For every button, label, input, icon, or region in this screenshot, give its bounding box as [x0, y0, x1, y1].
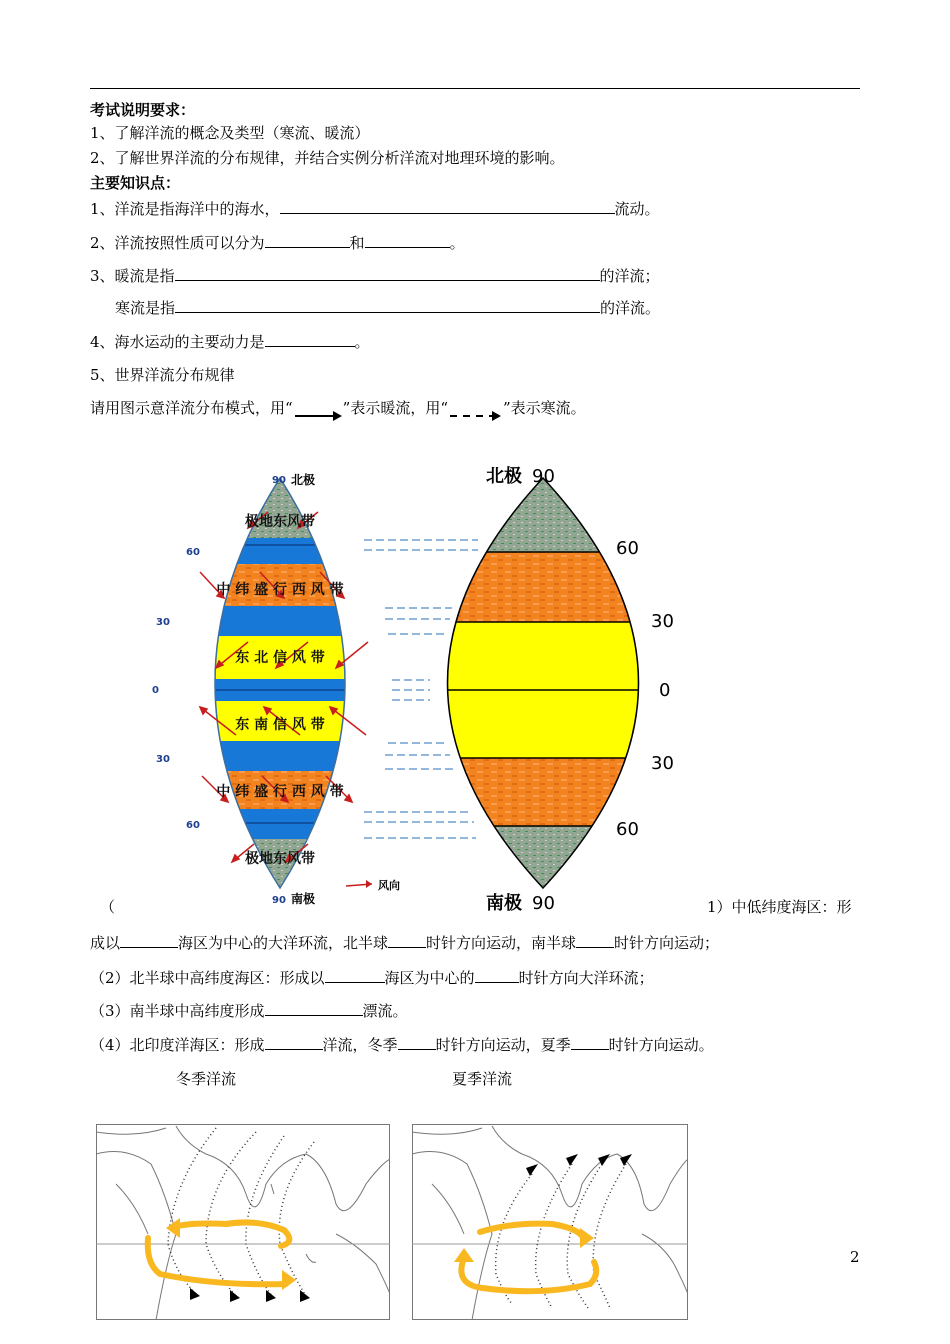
a2-blank-2[interactable] — [475, 967, 519, 983]
a2-text-c: 时针方向大洋环流； — [518, 969, 654, 987]
a4-text-d: 时针方向运动。 — [608, 1036, 714, 1054]
q3-text-b: 的洋流； — [599, 267, 660, 285]
instr-text-a: 请用图示意洋流分布模式，用“ — [90, 399, 293, 417]
winter-map-title: 冬季洋流 — [176, 1070, 237, 1088]
a3-text-a: （3）南半球中高纬度形成 — [90, 1002, 265, 1020]
ocean-zone-polar-north — [340, 478, 700, 552]
a4-blank-3[interactable] — [571, 1034, 609, 1050]
ocean-zone-mid-north — [340, 552, 700, 622]
q3-text-a: 3、暖流是指 — [90, 267, 175, 285]
answer-1-line — [90, 932, 719, 953]
left-south-pole-label: 南极 — [291, 892, 316, 906]
a1-blank-2[interactable] — [388, 932, 426, 948]
a1-text-c: 海区为中心的大洋环流，北半球 — [178, 934, 389, 952]
wind-legend — [346, 878, 400, 892]
a1-text-d: 时针方向运动，南半球 — [426, 934, 577, 952]
question-2 — [90, 232, 465, 253]
low-pressure-band-60n — [140, 538, 440, 564]
exam-item-2: 2、了解世界洋流的分布规律，并结合实例分析洋流对地理环境的影响。 — [90, 149, 565, 167]
belt-label-westerly-south: 中 纬 盛 行 西 风 带 — [216, 784, 344, 800]
right-lat-30n: 30 — [651, 611, 674, 632]
q1-text-b: 流动。 — [614, 200, 660, 218]
summer-map-title: 夏季洋流 — [452, 1070, 513, 1088]
open-paren: （ — [100, 898, 116, 916]
left-lat-90s: 90 — [272, 895, 286, 906]
right-lat-30s: 30 — [651, 753, 674, 774]
warm-current-arrow-icon — [293, 401, 343, 421]
question-3-warm — [90, 265, 660, 286]
right-lat-0: 0 — [659, 680, 671, 701]
q3-text-c: 寒流是指 — [115, 299, 176, 317]
page-number: 2 — [850, 1248, 860, 1266]
q1-text-a: 1、洋流是指海洋中的海水， — [90, 200, 280, 218]
question-3-cold — [115, 297, 660, 318]
knowledge-title: 主要知识点： — [90, 174, 181, 192]
a1-blank-1[interactable] — [120, 932, 178, 948]
right-lat-90n: 90 — [532, 466, 555, 487]
summer-current-map — [412, 1124, 688, 1320]
right-lat-90s: 90 — [532, 893, 555, 914]
q2-blank-2[interactable] — [365, 232, 450, 248]
a4-text-a: （4）北印度洋海区：形成 — [90, 1036, 265, 1054]
answer-2-line — [90, 967, 654, 988]
q1-blank[interactable] — [280, 198, 615, 214]
q4-blank[interactable] — [265, 331, 355, 347]
wind-belts-lens — [140, 478, 440, 899]
a1-blank-3[interactable] — [576, 932, 614, 948]
low-pressure-band-60s — [140, 809, 440, 839]
a2-text-b: 海区为中心的 — [384, 969, 475, 987]
left-lat-0: 0 — [152, 685, 159, 696]
a2-text-a: （2）北半球中高纬度海区：形成以 — [90, 969, 325, 987]
question-4 — [90, 331, 370, 352]
right-north-pole-label: 北极 — [486, 466, 522, 487]
a4-blank-1[interactable] — [265, 1034, 323, 1050]
a3-text-b: 漂流。 — [362, 1002, 408, 1020]
answer-1-start: 1）中低纬度海区：形 — [707, 898, 852, 916]
cold-current-arrow-icon — [448, 401, 503, 421]
a4-blank-2[interactable] — [398, 1034, 436, 1050]
instruction-line — [90, 398, 586, 421]
q3-blank-1[interactable] — [175, 265, 600, 281]
instr-text-b: ”表示暖流，用“ — [342, 399, 449, 417]
a4-text-b: 洋流，冬季 — [322, 1036, 398, 1054]
right-south-pole-label: 南极 — [486, 893, 522, 914]
a1-text-b: 成以 — [90, 934, 121, 952]
high-pressure-band-30n — [140, 606, 440, 636]
right-lat-60n: 60 — [616, 538, 639, 559]
a2-blank-1[interactable] — [325, 967, 385, 983]
legend-wind-label: 风向 — [378, 879, 400, 892]
q2-text-b: 和 — [349, 234, 365, 252]
a3-blank[interactable] — [265, 1000, 363, 1016]
left-lat-60n: 60 — [186, 547, 200, 558]
q3-text-d: 的洋流。 — [600, 299, 661, 317]
q4-text-b: 。 — [354, 333, 370, 351]
wind-and-ocean-diagram — [140, 458, 700, 916]
a1-text-e: 时针方向运动； — [614, 934, 720, 952]
left-lat-60s: 60 — [186, 820, 200, 831]
question-1 — [90, 198, 660, 219]
q4-text-a: 4、海水运动的主要动力是 — [90, 333, 265, 351]
left-lat-30n: 30 — [156, 617, 170, 628]
left-lat-30s: 30 — [156, 754, 170, 765]
answer-3-line — [90, 1000, 408, 1021]
q3-blank-2[interactable] — [175, 297, 600, 313]
q2-text-c: 。 — [449, 234, 465, 252]
left-north-pole-label: 北极 — [291, 473, 316, 487]
exam-title: 考试说明要求： — [90, 101, 196, 119]
ocean-zone-mid-south — [340, 758, 700, 826]
high-pressure-band-30s — [140, 741, 440, 771]
ocean-zones-lens — [340, 478, 700, 896]
belt-label-polar-south: 极地东风带 — [245, 851, 315, 867]
left-lat-90n: 90 — [272, 475, 286, 486]
right-lat-60s: 60 — [616, 819, 639, 840]
q2-blank-1[interactable] — [265, 232, 350, 248]
winter-current-map — [96, 1124, 390, 1320]
q2-text-a: 2、洋流按照性质可以分为 — [90, 234, 265, 252]
exam-item-1: 1、了解洋流的概念及类型（寒流、暖流） — [90, 124, 370, 142]
header-rule — [90, 88, 860, 89]
belt-label-se-trade: 东 南 信 风 带 — [235, 717, 325, 733]
belt-label-polar-north: 极地东风带 — [245, 514, 315, 530]
belt-label-ne-trade: 东 北 信 风 带 — [235, 650, 325, 666]
belt-label-westerly-north: 中 纬 盛 行 西 风 带 — [216, 582, 344, 598]
instr-text-c: ”表示寒流。 — [503, 399, 586, 417]
question-5: 5、世界洋流分布规律 — [90, 366, 235, 384]
a4-text-c: 时针方向运动，夏季 — [435, 1036, 571, 1054]
answer-4-line — [90, 1034, 714, 1055]
